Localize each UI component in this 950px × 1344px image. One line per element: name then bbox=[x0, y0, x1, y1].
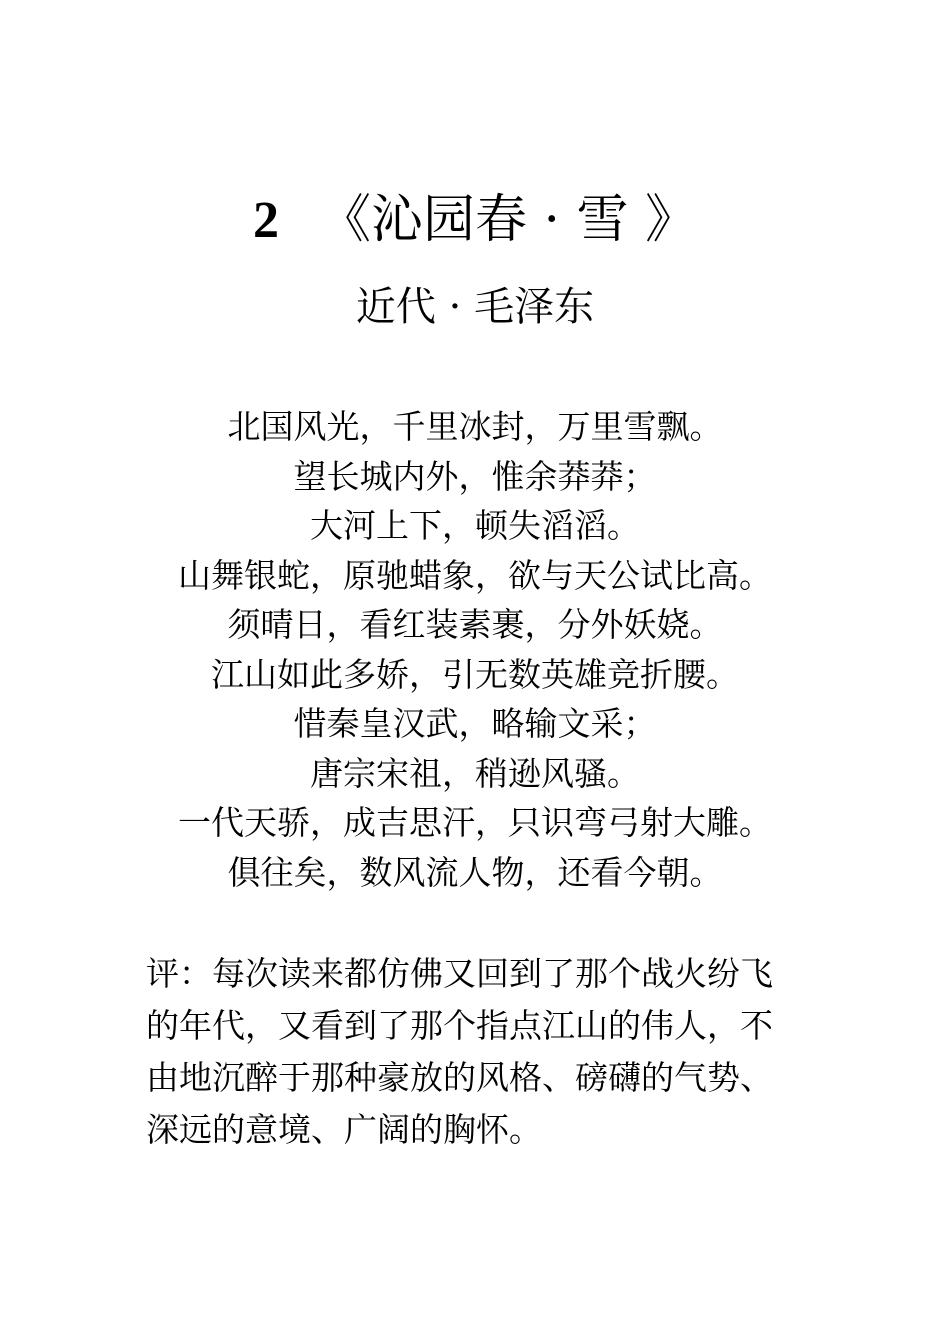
poem-author: 近代 · 毛泽东 bbox=[355, 284, 595, 330]
poem-line: 北国风光，千里冰封，万里雪飘。 bbox=[227, 407, 723, 446]
poem-line: 山舞银蛇，原驰蜡象，欲与天公试比高。 bbox=[178, 555, 772, 595]
commentary-line: 的年代，又看到了那个指点江山的伟人，不 bbox=[146, 1006, 773, 1045]
commentary-line: 评：每次读来都仿佛又回到了那个战火纷飞 bbox=[146, 954, 773, 993]
poem-line: 俱往矣，数风流人物，还看今朝。 bbox=[227, 852, 723, 892]
poem-line: 须晴日，看红装素裹，分外妖娆。 bbox=[227, 605, 723, 644]
poem-body bbox=[0, 402, 950, 897]
poem-title-text: 《沁园春 · 雪 》 bbox=[318, 190, 698, 250]
poem-line: 惜秦皇汉武，略输文采； bbox=[293, 704, 657, 743]
poem-line: 大河上下，顿失滔滔。 bbox=[310, 506, 640, 545]
poem-number: 2 bbox=[252, 192, 279, 249]
poem-title bbox=[0, 188, 950, 253]
commentary-line: 深远的意境、广阔的胸怀。 bbox=[146, 1110, 542, 1149]
poem-line: 唐宗宋祖，稍逊风骚。 bbox=[310, 753, 640, 793]
commentary-line: 由地沉醉于那种豪放的风格、磅礴的气势、 bbox=[146, 1058, 773, 1097]
commentary bbox=[146, 948, 816, 1156]
poem-line: 江山如此多娇，引无数英雄竞折腰。 bbox=[211, 654, 739, 694]
poem-line: 一代天骄，成吉思汗，只识弯弓射大雕。 bbox=[178, 803, 772, 842]
poem-line: 望长城内外，惟余莽莽； bbox=[293, 456, 657, 496]
